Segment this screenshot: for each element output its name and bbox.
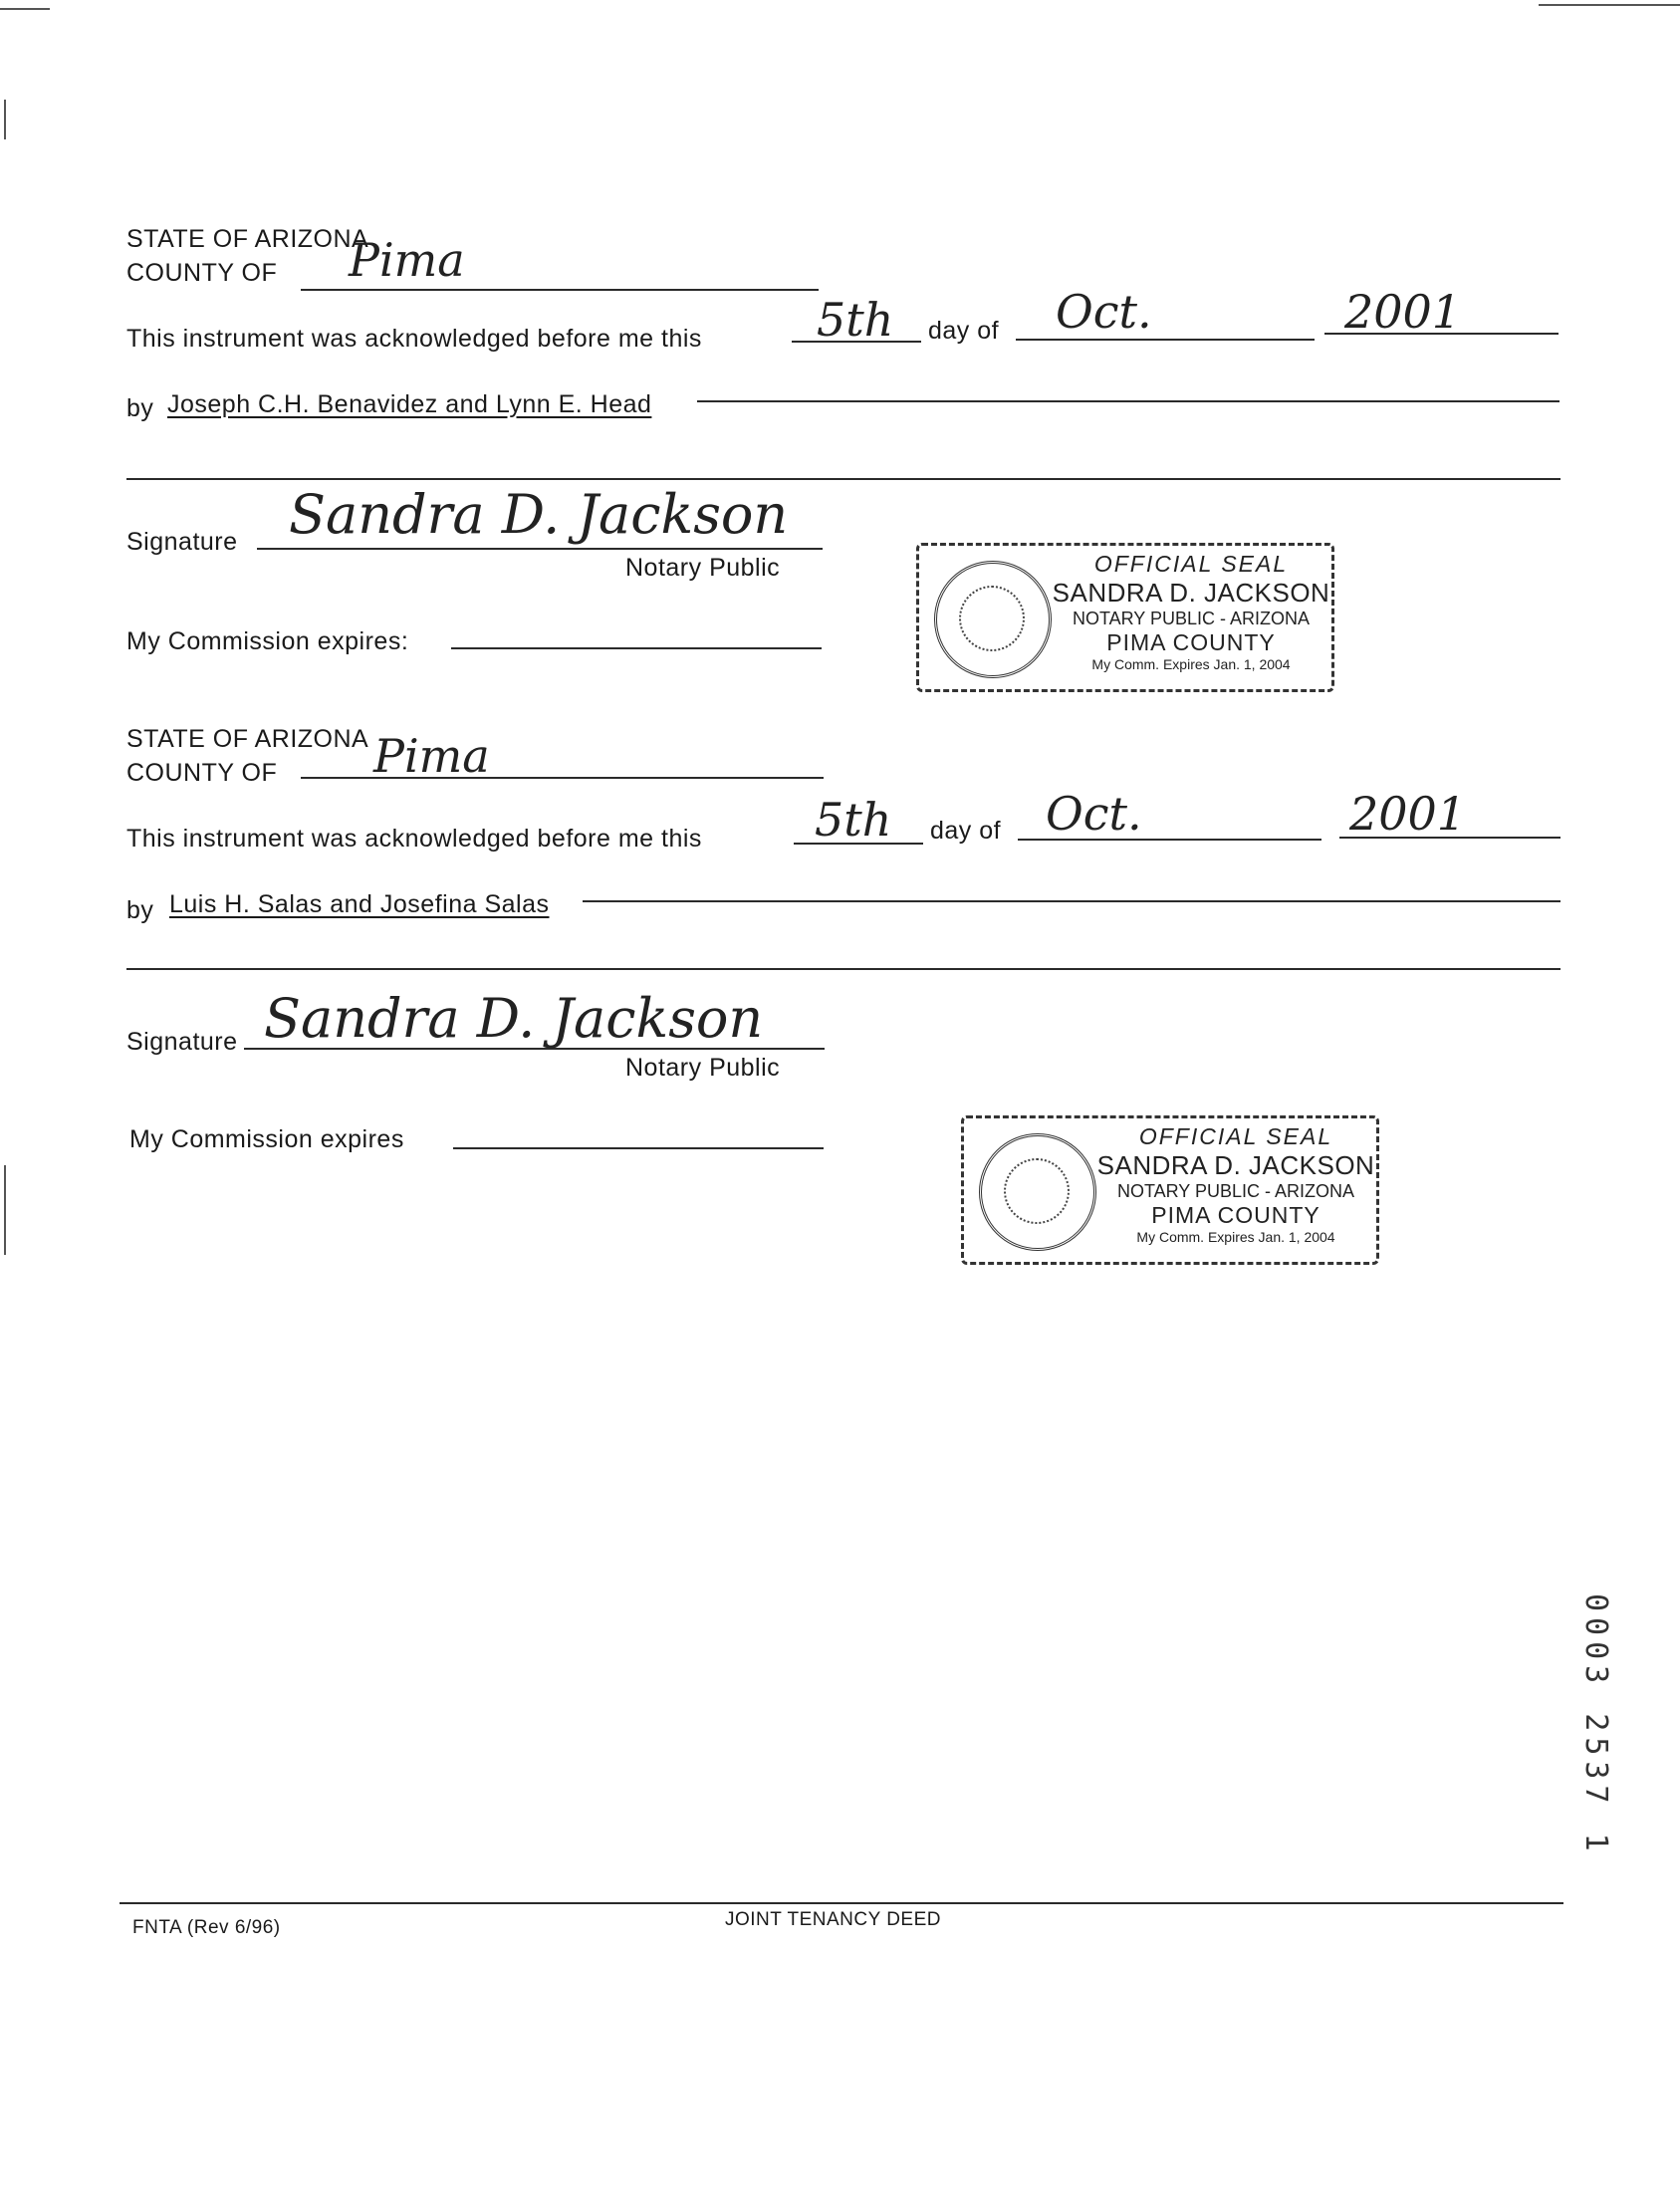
document-title: JOINT TENANCY DEED	[725, 1909, 941, 1930]
footer-rule	[120, 1902, 1563, 1904]
year-handwritten: 2001	[1349, 787, 1467, 841]
seal-line: SANDRA D. JACKSON	[1096, 1150, 1375, 1180]
county-handwritten: Pima	[373, 729, 490, 783]
acknowledged-names: Luis H. Salas and Josefina Salas	[169, 890, 550, 918]
recording-number-stamp: 0003 2537 1	[1578, 1593, 1613, 1857]
names-line	[583, 900, 1560, 902]
notary-public-label: Notary Public	[625, 554, 781, 582]
scan-mark	[4, 100, 6, 139]
by-label: by	[126, 394, 154, 422]
scan-mark	[1539, 4, 1680, 6]
arizona-state-seal-icon	[934, 561, 1052, 678]
notary-signature: Sandra D. Jackson	[264, 987, 764, 1050]
month-handwritten: Oct.	[1046, 787, 1142, 841]
day-handwritten: 5th	[815, 793, 892, 847]
seal-line: NOTARY PUBLIC - ARIZONA	[1072, 609, 1311, 628]
state-label: STATE OF ARIZONA	[126, 725, 369, 753]
scan-mark	[0, 8, 50, 10]
acknowledgment-text: This instrument was acknowledged before me this	[126, 825, 702, 853]
notary-signature: Sandra D. Jackson	[289, 483, 789, 546]
signature-label: Signature	[126, 528, 238, 556]
seal-line: SANDRA D. JACKSON	[1052, 578, 1330, 608]
month-handwritten: Oct.	[1056, 285, 1152, 339]
notary-seal	[916, 543, 1334, 692]
seal-text	[1096, 1123, 1375, 1245]
commission-label: My Commission expires:	[126, 627, 409, 655]
seal-line: OFFICIAL SEAL	[1138, 1123, 1333, 1149]
seal-text	[1052, 551, 1330, 672]
county-label: COUNTY OF	[126, 759, 278, 787]
acknowledgment-text: This instrument was acknowledged before me this	[126, 325, 702, 353]
year-handwritten: 2001	[1344, 285, 1462, 339]
seal-line: PIMA COUNTY	[1151, 1202, 1320, 1228]
acknowledged-names: Joseph C.H. Benavidez and Lynn E. Head	[167, 390, 652, 418]
day-of-label: day of	[928, 317, 1000, 345]
day-of-label: day of	[930, 817, 1002, 845]
signature-line	[257, 548, 823, 550]
seal-line: My Comm. Expires Jan. 1, 2004	[1136, 1229, 1335, 1245]
seal-line: My Comm. Expires Jan. 1, 2004	[1091, 656, 1291, 672]
arizona-state-seal-icon	[979, 1133, 1096, 1251]
commission-line	[451, 647, 822, 649]
county-label: COUNTY OF	[126, 259, 278, 287]
notary-seal	[961, 1115, 1379, 1265]
form-id: FNTA (Rev 6/96)	[132, 1917, 281, 1938]
seal-line: OFFICIAL SEAL	[1093, 551, 1289, 577]
signature-label: Signature	[126, 1028, 238, 1056]
blank-line	[126, 968, 1560, 970]
names-line	[697, 400, 1560, 402]
commission-line	[453, 1147, 824, 1149]
county-line	[301, 289, 819, 291]
by-label: by	[126, 896, 154, 924]
county-handwritten: Pima	[349, 233, 465, 287]
commission-label: My Commission expires	[129, 1125, 404, 1153]
month-line	[1016, 339, 1315, 341]
state-label: STATE OF ARIZONA	[126, 225, 369, 253]
seal-line: NOTARY PUBLIC - ARIZONA	[1116, 1181, 1355, 1201]
blank-line	[126, 478, 1560, 480]
seal-line: PIMA COUNTY	[1106, 629, 1276, 655]
notary-public-label: Notary Public	[625, 1054, 781, 1082]
day-handwritten: 5th	[817, 293, 894, 347]
scan-mark	[4, 1165, 6, 1255]
